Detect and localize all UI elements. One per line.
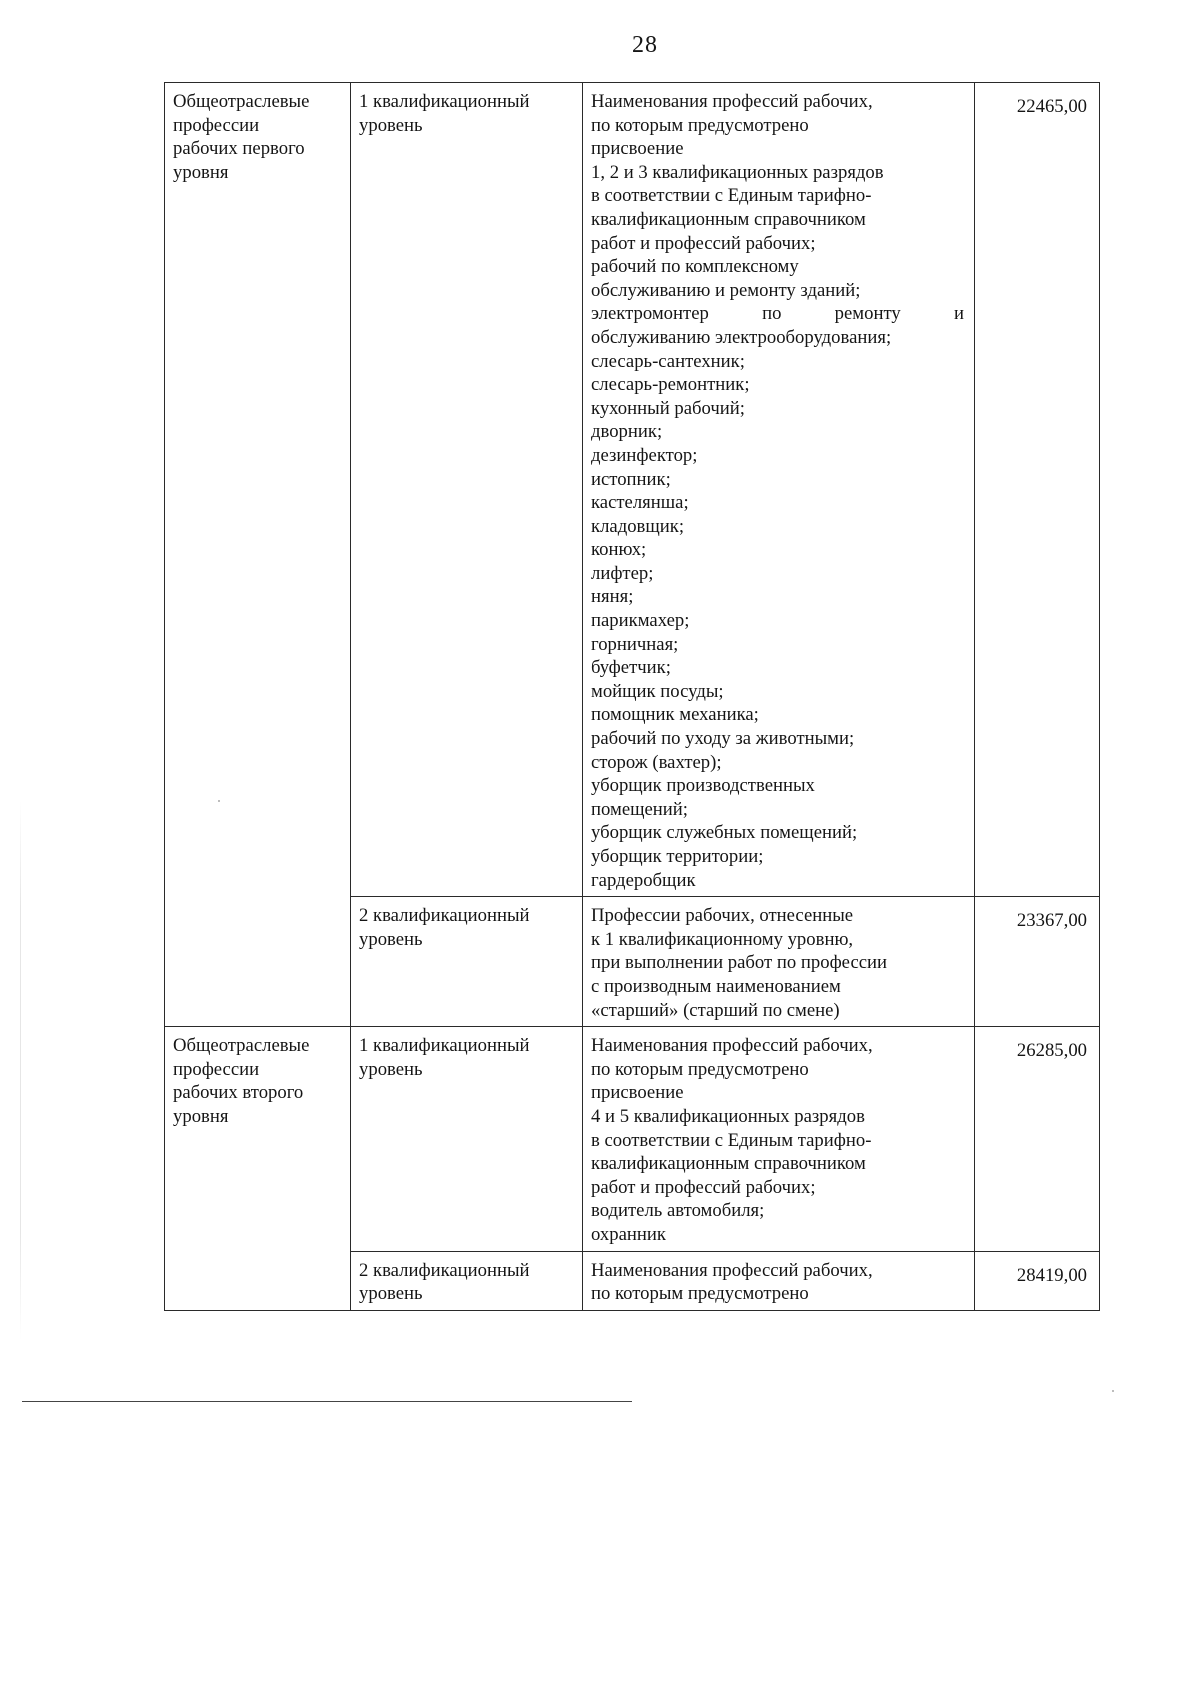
description-line: с производным наименованием xyxy=(591,975,841,997)
qualification-level-name: 2 квалификационный уровень xyxy=(359,905,530,950)
description-line: буфетчик; xyxy=(591,657,671,679)
description-line: кладовщик; xyxy=(591,515,685,537)
qualification-level-cell xyxy=(351,1251,583,1310)
salary-value: 28419,00 xyxy=(1016,1264,1087,1286)
description-line: уборщик служебных помещений; xyxy=(591,822,858,844)
description-line: кухонный рабочий; xyxy=(591,397,745,419)
description-line: няня; xyxy=(591,586,634,608)
qualification-level-name: 1 квалификационный уровень xyxy=(359,91,530,136)
table-row xyxy=(165,1027,1100,1251)
scan-speck xyxy=(1112,1390,1114,1392)
qualification-level-cell xyxy=(351,1027,583,1251)
description-line: к 1 квалификационному уровню, xyxy=(591,928,854,950)
footnote-separator-line xyxy=(22,1401,632,1402)
profession-description-cell xyxy=(583,1251,975,1310)
description-line: водитель автомобиля; xyxy=(591,1200,765,1222)
description-line: 1, 2 и 3 квалификационных разрядов xyxy=(591,161,884,183)
description-line: Наименования профессий рабочих, xyxy=(591,1259,873,1281)
description-line: кастелянша; xyxy=(591,492,689,514)
professional-group-cell xyxy=(165,83,351,1027)
description-line: помощник механика; xyxy=(591,704,759,726)
salary-cell xyxy=(975,1251,1100,1310)
qualification-level-name: 1 квалификационный уровень xyxy=(359,1035,530,1080)
description-line: по которым предусмотрено xyxy=(591,1283,809,1305)
scan-speck xyxy=(218,800,220,802)
description-line: 4 и 5 квалификационных разрядов xyxy=(591,1105,865,1127)
description-line: конюх; xyxy=(591,539,647,561)
description-line: помещений; xyxy=(591,798,688,820)
description-line: слесарь-сантехник; xyxy=(591,350,745,372)
description-line: Наименования профессий рабочих, xyxy=(591,1035,873,1057)
salary-value: 22465,00 xyxy=(1016,96,1087,117)
salary-value: 23367,00 xyxy=(1016,910,1087,932)
description-line: по которым предусмотрено xyxy=(591,114,809,136)
description-line: охранник xyxy=(591,1223,666,1245)
description-line: истопник; xyxy=(591,468,671,490)
salary-table-container xyxy=(164,82,1099,1311)
professional-group-cell xyxy=(165,1027,351,1311)
description-line: обслуживанию и ремонту зданий; xyxy=(591,279,861,301)
description-line: уборщик территории; xyxy=(591,846,764,867)
description-line: присвоение xyxy=(591,138,684,160)
salary-table xyxy=(164,82,1100,1311)
description-line: лифтер; xyxy=(591,562,654,584)
description-line: горничная; xyxy=(591,633,679,655)
description-line: электромонтер по ремонту и xyxy=(591,303,964,325)
description-line: дворник; xyxy=(591,421,663,443)
description-line: по которым предусмотрено xyxy=(591,1058,809,1080)
page-number: 28 xyxy=(632,32,658,58)
description-line: квалификационным справочником xyxy=(591,1153,866,1175)
profession-description-cell xyxy=(583,897,975,1027)
profession-description-cell xyxy=(583,83,975,897)
description-line: «старший» (старший по смене) xyxy=(591,999,840,1021)
description-line: при выполнении работ по профессии xyxy=(591,952,888,974)
profession-description-cell xyxy=(583,1027,975,1251)
description-line: Наименования профессий рабочих, xyxy=(591,91,873,112)
qualification-level-cell xyxy=(351,83,583,897)
description-line: сторож (вахтер); xyxy=(591,751,722,773)
salary-cell xyxy=(975,1027,1100,1251)
description-line: мойщик посуды; xyxy=(591,680,724,702)
description-line: рабочий по комплексному xyxy=(591,256,799,278)
description-line: в соответствии с Единым тарифно- xyxy=(591,1129,872,1151)
description-line: Профессии рабочих, отнесенные xyxy=(591,905,854,927)
scan-edge-mark xyxy=(20,800,21,1340)
table-row xyxy=(165,83,1100,897)
description-line: слесарь-ремонтник; xyxy=(591,374,750,396)
description-line: квалификационным справочником xyxy=(591,208,866,230)
description-line: работ и профессий рабочих; xyxy=(591,232,816,254)
description-line: обслуживанию электрооборудования; xyxy=(591,326,892,348)
qualification-level-cell xyxy=(351,897,583,1027)
description-line: присвоение xyxy=(591,1082,684,1104)
description-line: уборщик производственных xyxy=(591,775,815,797)
qualification-level-name: 2 квалификационный уровень xyxy=(359,1259,530,1305)
description-line: работ и профессий рабочих; xyxy=(591,1176,816,1198)
professional-group-name: Общеотраслевые профессии рабочих первого уровня xyxy=(173,91,310,183)
salary-cell xyxy=(975,83,1100,897)
description-line: рабочий по уходу за животными; xyxy=(591,728,855,750)
description-line: в соответствии с Единым тарифно- xyxy=(591,185,872,207)
salary-cell xyxy=(975,897,1100,1027)
salary-value: 26285,00 xyxy=(1016,1040,1087,1062)
description-line: гардеробщик xyxy=(591,869,696,891)
professional-group-name: Общеотраслевые профессии рабочих второго уровня xyxy=(173,1035,310,1127)
description-line: парикмахер; xyxy=(591,610,690,632)
description-line: дезинфектор; xyxy=(591,444,698,466)
